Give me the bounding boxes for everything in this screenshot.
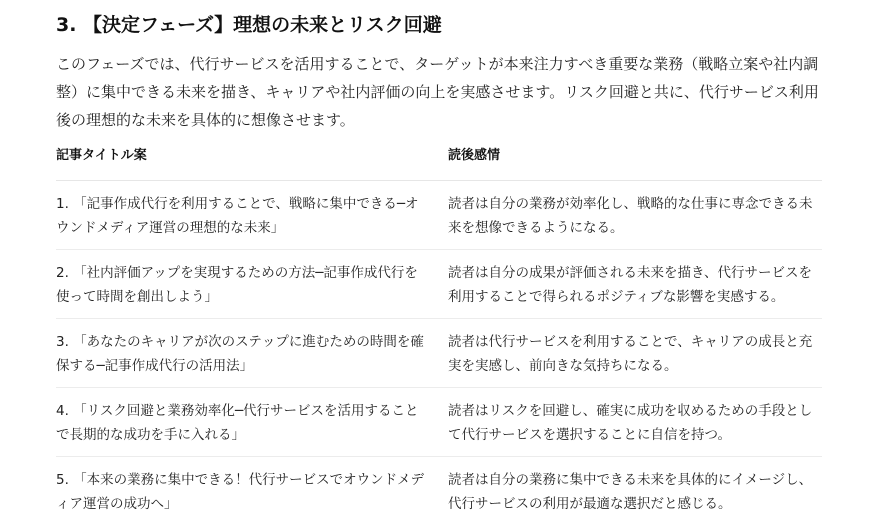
reader-feeling-cell: 読者はリスクを回避し、確実に成功を収めるための手段として代行サービスを選択することに自信を持つ。 [448,403,813,443]
header-article-title: 記事タイトル案 [56,148,147,163]
article-title-table [56,146,822,526]
article-title-cell: 3. 「あなたのキャリアが次のステップに進むための時間を確保する─記事作成代行の活用法」 [56,334,424,374]
article-title-cell: 4. 「リスク回避と業務効率化─代行サービスを活用することで長期的な成功を手に入れる」 [56,403,419,443]
reader-feeling-cell: 読者は代行サービスを利用することで、キャリアの成長と充実を実感し、前向きな気持ちになる。 [448,334,813,374]
section-heading: 3. 【決定フェーズ】理想の未来とリスク回避 [56,14,442,36]
header-reader-feeling: 読後感情 [448,148,501,163]
article-title-cell: 5. 「本来の業務に集中できる！代行サービスでオウンドメディア運営の成功へ」 [56,472,425,512]
reader-feeling-cell: 読者は自分の業務に集中できる未来を具体的にイメージし、代行サービスの利用が最適な選択だと感じる。 [448,472,813,512]
table-row [56,250,822,319]
intro-paragraph: このフェーズでは、代行サービスを活用することで、ターゲットが本来注力すべき重要な業務（戦略立案や社内調整）に集中できる未来を描き、キャリアや社内評価の向上を実感させます。リスク回避と共に、代行サービス利用後の理想的な未来を具体的に想像させます。 [56,55,819,129]
table-header-row [56,146,822,181]
table-row [56,319,822,388]
table-row [56,181,822,250]
article-title-cell: 1. 「記事作成代行を利用することで、戦略に集中できる─オウンドメディア運営の理想的な未来」 [56,196,419,236]
table-row [56,388,822,457]
reader-feeling-cell: 読者は自分の業務が効率化し、戦略的な仕事に専念できる未来を想像できるようになる。 [448,196,813,236]
reader-feeling-cell: 読者は自分の成果が評価される未来を描き、代行サービスを利用することで得られるポジティブな影響を実感する。 [448,265,812,305]
table-row [56,457,822,526]
article-title-cell: 2. 「社内評価アップを実現するための方法─記事作成代行を使って時間を創出しよう」 [56,265,418,305]
